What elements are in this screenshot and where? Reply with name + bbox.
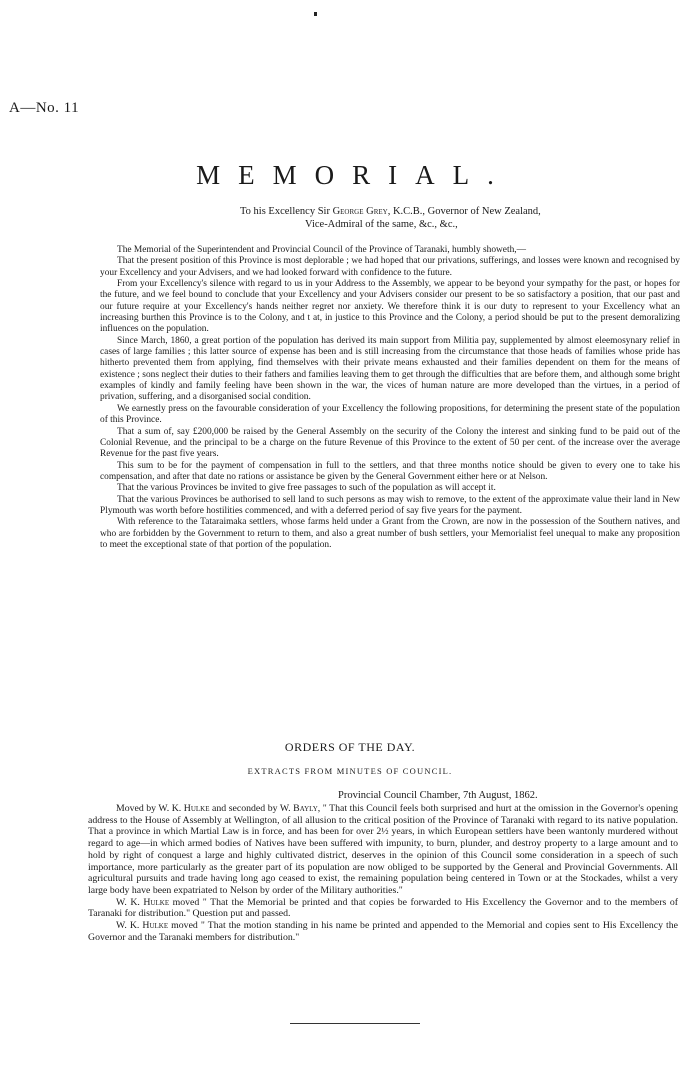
- memorial-title: MEMORIAL.: [196, 160, 512, 190]
- memorial-paragraph: That the various Provinces be invited to give free passages to such of the population as will accept it.: [117, 483, 496, 494]
- address-line-2: Vice-Admiral of the same, &c., &c.,: [305, 219, 458, 231]
- mover-name: Hulke: [143, 896, 170, 908]
- memorial-paragraph: That the present position of this Province is most deplorable ; we had hoped that our privations, sufferings, and losses were known and recognised by your Excellency and your Advisers, and we had looked forward with confidence to the future.: [100, 256, 680, 278]
- memorial-paragraph: This sum to be for the payment of compensation in full to the settlers, and that three months notice should be given to every one to take his compensation, and after that date no rations or assistance be given by the General Government either here or at Nelson.: [100, 460, 680, 482]
- seconder-name: Bayly: [293, 803, 318, 814]
- memorial-body: [100, 245, 680, 551]
- orders-subtitle: EXTRACTS FROM MINUTES OF COUNCIL.: [247, 766, 453, 776]
- memorial-paragraph: Since March, 1860, a great portion of the population has derived its main support from Militia pay, supplemented by almost eleemosynary relief in cases of large families ; this latter source of expense has been and is still increasing from the circumstance that those heads of families whose pride has hitherto prevented them from applying, find themselves with their private means exhausted and their families dependent on them for the means of existence ; sons neglect their duties to their fathers and families leaving them to get through the difficulties that are before them, and although some bright examples of kindly and family feeling have been shown in the war, the vices of human nature are more developed than the virtues, in a period of privation, suffering, and a disorganised social condition.: [100, 335, 680, 403]
- memorial-paragraph: From your Excellency's silence with regard to us in your Address to the Assembly, we appear to be beyond your sympathy for the past, or hopes for the future, and we feel bound to conclude that your Excellency and your Advisers consider our present to be so satisfactory a position, that our past and our future require at your Excellency's hands neither regret nor anxiety. We therefore think it is our duty to represent to your Excellency what an increasing burthen this Province is to the Colony, and t at, in justice to this Province and the Colony, a period should be put to the present demoralizing influences on the population.: [100, 279, 680, 335]
- memorial-paragraph: That a sum of, say £200,000 be raised by the General Assembly on the security of the Colony the interest and sinking fund to be paid out of the Colonial Revenue, and the principal to be a charge on the future Revenue of this Province to the extent of 50 per cent. of the increase over the average Revenue for the past five years.: [100, 426, 680, 460]
- minute-entry: W. K. Hulke moved " That the Memorial be printed and that copies be forwarded to His Excellency the Governor and to the members of Taranaki for distribution." Question put and passed.: [88, 896, 678, 920]
- document-number: A—No. 11: [9, 100, 80, 116]
- orders-title: ORDERS OF THE DAY.: [284, 740, 416, 754]
- memorial-paragraph: That the various Provinces be authorised to sell land to such persons as may wish to remove, to the extent of the approximate value their land in New Plymouth was worth before hostilities commenced, and with a deferred period of say five years for the payment.: [100, 494, 680, 516]
- recipient-name: George Grey: [332, 206, 388, 217]
- memorial-paragraph: With reference to the Tataraimaka settlers, whose farms held under a Grant from the Crown, are now in the possession of the Southern natives, and who are forbidden by the Government to return to them, and also a great number of bush settlers, your Memorialist feel unequal to make any proposition to meet the exceptional state of that portion of the population.: [100, 517, 680, 550]
- mover-name: Hulke: [142, 920, 169, 932]
- memorial-paragraph: We earnestly press on the favourable consideration of your Excellency the following propositions, for determining the present state of the population of this Province.: [100, 403, 680, 426]
- minutes-body: [88, 803, 678, 943]
- minute-entry: Moved by W. K. Hulke and seconded by W. Bayly, " That this Council feels both surprised and hurt at the omission in the Governor's opening address to the House of Assembly at Wellington, of all allusion to the critical position of the Province of Taranaki with regard to its native population. That a province in which Martial Law is in force, and has been for over 2½ years, in which European settlers have been wantonly murdered without regard to age—in which armed bodies of Natives have been suffered with impunity, to burn, plunder, and destroy property to a large amount and to hold by right of conquest a large and highly cultivated district, deserves in the opinion of this Council some consideration in a speech of such importance, more particularly as the greater part of its population are now obliged to be supported by the General and Provincial Governments. All agricultural pursuits and trade having long ago ceased to exist, the remaining population being centered in Town or at the Stockades, whilst a very large body have been expatriated to Nelson by order of the Military authorities.": [88, 803, 678, 896]
- minute-entry: W. K. Hulke moved " That the motion standing in his name be printed and appended to the Memorial and copies sent to His Excellency the Governor and the Taranaki members for distribution.": [88, 920, 678, 943]
- address-block: [100, 205, 680, 231]
- memorial-paragraph: The Memorial of the Superintendent and Provincial Council of the Province of Taranaki, humbly showeth,—: [117, 245, 526, 255]
- minutes-dateline: Provincial Council Chamber, 7th August, 1862.: [338, 790, 538, 801]
- mover-name: Hulke: [183, 803, 210, 814]
- closing-rule: [290, 1023, 420, 1024]
- top-mark: [314, 12, 317, 16]
- address-line-1: To his Excellency Sir George Grey, K.C.B., Governor of New Zealand,: [240, 206, 541, 217]
